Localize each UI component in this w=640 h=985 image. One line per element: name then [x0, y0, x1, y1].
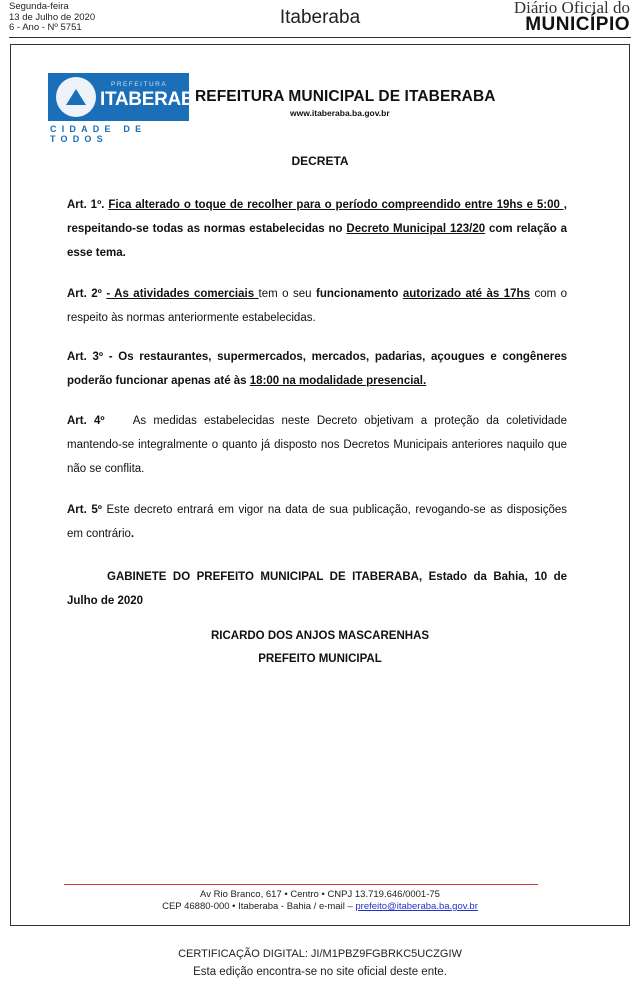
article-label: Art. 2º: [67, 288, 102, 300]
edition-number: 6 - Ano - Nº 5751: [9, 22, 82, 33]
article-text: Fica alterado o toque de recolher para o período compreendido entre 19hs e 5:00 ,: [108, 199, 567, 211]
publication-masthead: [514, 0, 630, 34]
article-label: Art. 5º: [67, 504, 102, 516]
logo-slogan: CIDADE DE TODOS: [50, 124, 147, 144]
logo-banner: [48, 73, 208, 121]
organization-url: www.itaberaba.ba.gov.br: [290, 108, 390, 118]
closing-text: GABINETE DO PREFEITO MUNICIPAL DE ITABERABA, Estado da Bahia, 10 de Julho de 2020: [67, 571, 567, 607]
article-5: [67, 498, 567, 546]
article-text: com o respeito às normas anteriormente estabelecidas.: [67, 288, 568, 324]
header-divider: [9, 37, 631, 38]
article-text: - As atividades comerciais: [106, 288, 259, 300]
document-frame: [10, 44, 630, 926]
article-text: com relação a esse tema.: [67, 223, 568, 259]
article-end: .: [130, 528, 135, 540]
article-text: - Os restaurantes, supermercados, mercados, padarias, açougues e congêneres poderão funcionar apenas até às: [67, 351, 567, 387]
issue-date: 13 de Julho de 2020: [9, 11, 96, 23]
article-text: Este decreto entrará em vigor na data de sua publicação, revogando-se as disposições em contrário: [67, 504, 567, 540]
decree-heading: DECRETA: [291, 154, 349, 168]
article-text: As medidas estabelecidas neste Decreto objetivam a proteção da coletividade mantendo-se integralmente o quanto já disposto nos Decretos Municipais anteriores naquilo que não se conflita.: [67, 415, 567, 475]
closing-statement: [67, 565, 567, 613]
article-text: tem o seu: [258, 288, 316, 300]
masthead-line1: Diário Oficial do: [513, 0, 630, 17]
organization-title: REFEITURA MUNICIPAL DE ITABERABA: [195, 88, 496, 105]
article-3: [67, 345, 567, 393]
logo-name: ITABERABA: [100, 89, 208, 110]
masthead-line2: MUNICÍPIO: [525, 14, 630, 35]
article-1: [67, 193, 567, 265]
article-text: funcionamento: [316, 288, 399, 300]
article-text: 18:00 na modalidade presencial.: [249, 375, 427, 387]
email-link[interactable]: prefeito@itaberaba.ba.gov.br: [355, 901, 478, 912]
coat-of-arms-icon: [56, 77, 96, 117]
address-line-1: Av Rio Branco, 617 • Centro • CNPJ 13.719.646/0001-75: [200, 889, 440, 900]
weekday: Segunda-feira: [9, 1, 69, 12]
article-text: respeitando-se todas as normas estabelecidas no: [67, 223, 347, 235]
digital-certification: CERTIFICAÇÃO DIGITAL: JI/M1PBZ9FGBRKC5UCZGIW: [178, 948, 462, 960]
logo-prefix: PREFEITURA: [111, 81, 168, 88]
article-2: [67, 282, 567, 330]
signatory-name: RICARDO DOS ANJOS MASCARENHAS: [210, 630, 430, 642]
article-label: Art. 1º.: [67, 199, 105, 211]
footer-divider: [64, 884, 538, 885]
prefeitura-logo: [48, 73, 208, 144]
article-text: autorizado até às 17hs: [402, 288, 530, 300]
signatory-title: PREFEITO MUNICIPAL: [258, 653, 382, 665]
address-text: CEP 46880-000 • Itaberaba - Bahia / e-mail –: [162, 901, 356, 912]
city-name: Itaberaba: [279, 7, 361, 28]
article-4: [67, 409, 567, 481]
article-text: Decreto Municipal 123/20: [346, 223, 486, 235]
address-line-2: [0, 901, 640, 912]
edition-note: Esta edição encontra-se no site oficial deste ente.: [193, 966, 447, 978]
article-label: Art. 3º: [67, 351, 104, 363]
article-label: Art. 4º: [67, 415, 105, 427]
